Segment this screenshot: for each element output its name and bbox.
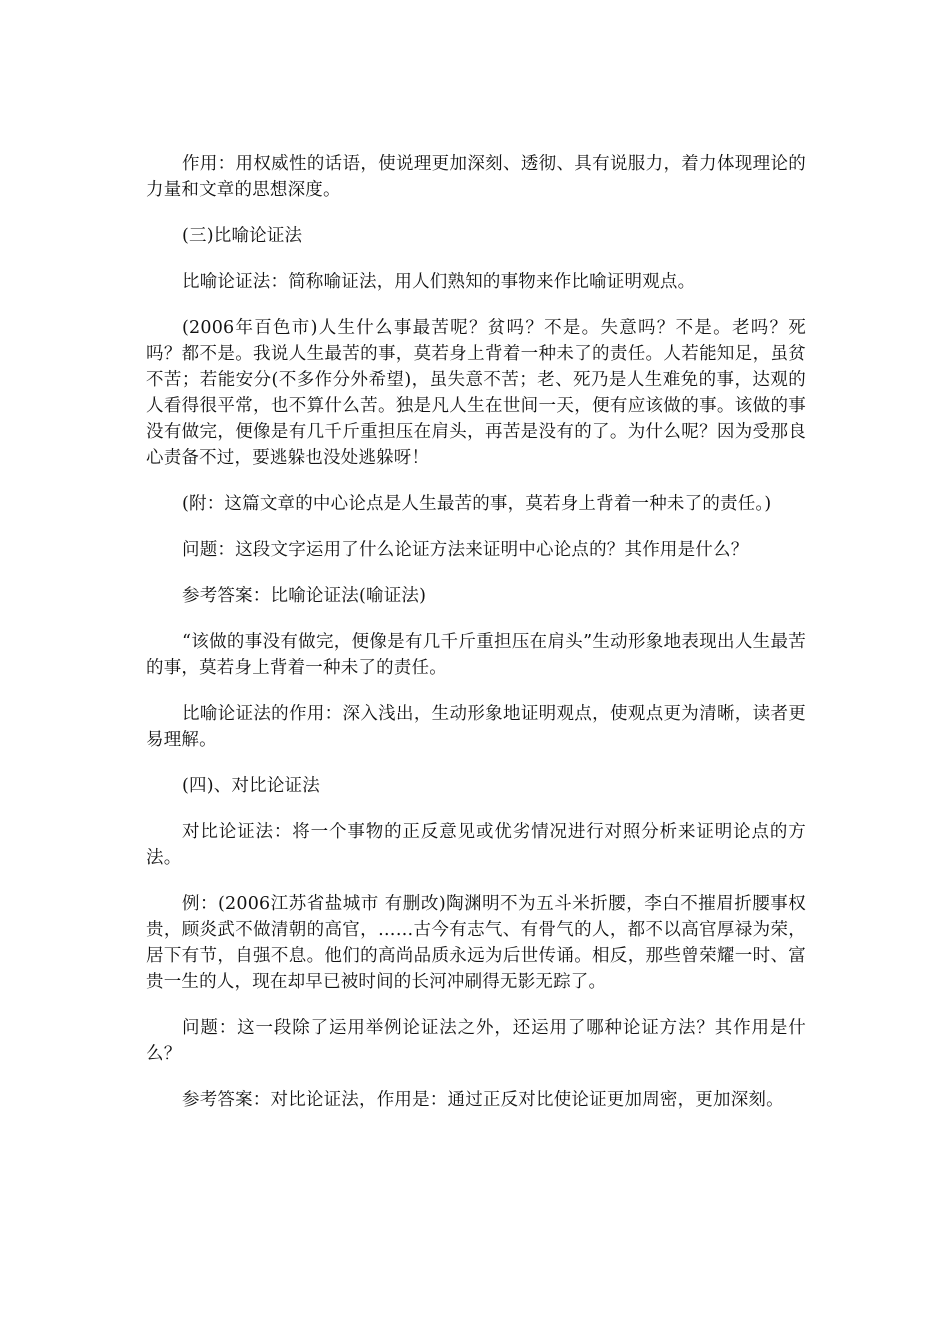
document-page — [146, 151, 806, 1133]
paragraph-metaphor-effect: 比喻论证法的作用：深入浅出，生动形象地证明观点，使观点更为清晰，读者更易理解。 — [146, 704, 806, 750]
paragraph-metaphor-example: (2006年百色市)人生什么事最苦呢？贫吗？不是。失意吗？不是。老吗？死吗？都不是。我说人生最苦的事，莫若身上背着一种未了的责任。人若能知足，虽贫不苦；若能安分(不多作分外希望)，虽失意不苦；老、死乃是人生难免的事，达观的人看得很平常，也不算什么苦。独是凡人生在世间一天，便有应该做的事。该做的事没有做完，便像是有几千斤重担压在肩头，再苦是没有的了。为什么呢？因为受那良心责备不过，要逃躲也没处逃躲呀！ — [146, 318, 806, 468]
paragraph-quote-analysis: “该做的事没有做完，便像是有几千斤重担压在肩头”生动形象地表现出人生最苦的事，莫若身上背着一种未了的责任。 — [146, 632, 806, 678]
paragraph-question-2: 问题：这一段除了运用举例论证法之外，还运用了哪种论证方法？其作用是什么？ — [146, 1018, 806, 1064]
paragraph-answer-1: 参考答案：比喻论证法(喻证法) — [182, 586, 427, 606]
paragraph-question-1: 问题：这段文字运用了什么论证方法来证明中心论点的？其作用是什么？ — [182, 540, 749, 560]
paragraph-contrast-definition: 对比论证法：将一个事物的正反意见或优劣情况进行对照分析来证明论点的方法。 — [146, 822, 806, 868]
paragraph-note: (附：这篇文章的中心论点是人生最苦的事，莫若身上背着一种未了的责任。) — [182, 494, 772, 514]
paragraph-contrast-example: 例：(2006江苏省盐城市 有删改)陶渊明不为五斗米折腰，李白不摧眉折腰事权贵，顾炎武不做清朝的高官，……古今有志气、有骨气的人，都不以高官厚禄为荣，居下有节，自强不息。他们的高尚品质永远为后世传诵。相反，那些曾荣耀一时、富贵一生的人，现在却早已被时间的长河冲刷得无影无踪了。 — [146, 894, 806, 992]
paragraph-answer-2: 参考答案：对比论证法，作用是：通过正反对比使论证更加周密，更加深刻。 — [182, 1090, 784, 1110]
section-heading-contrast: (四)、对比论证法 — [182, 776, 320, 796]
paragraph-metaphor-definition: 比喻论证法：简称喻证法，用人们熟知的事物来作比喻证明观点。 — [182, 272, 696, 292]
paragraph-authority-effect: 作用：用权威性的话语，使说理更加深刻、透彻、具有说服力，着力体现理论的力量和文章的思想深度。 — [146, 154, 806, 200]
section-heading-metaphor: (三)比喻论证法 — [182, 226, 303, 246]
